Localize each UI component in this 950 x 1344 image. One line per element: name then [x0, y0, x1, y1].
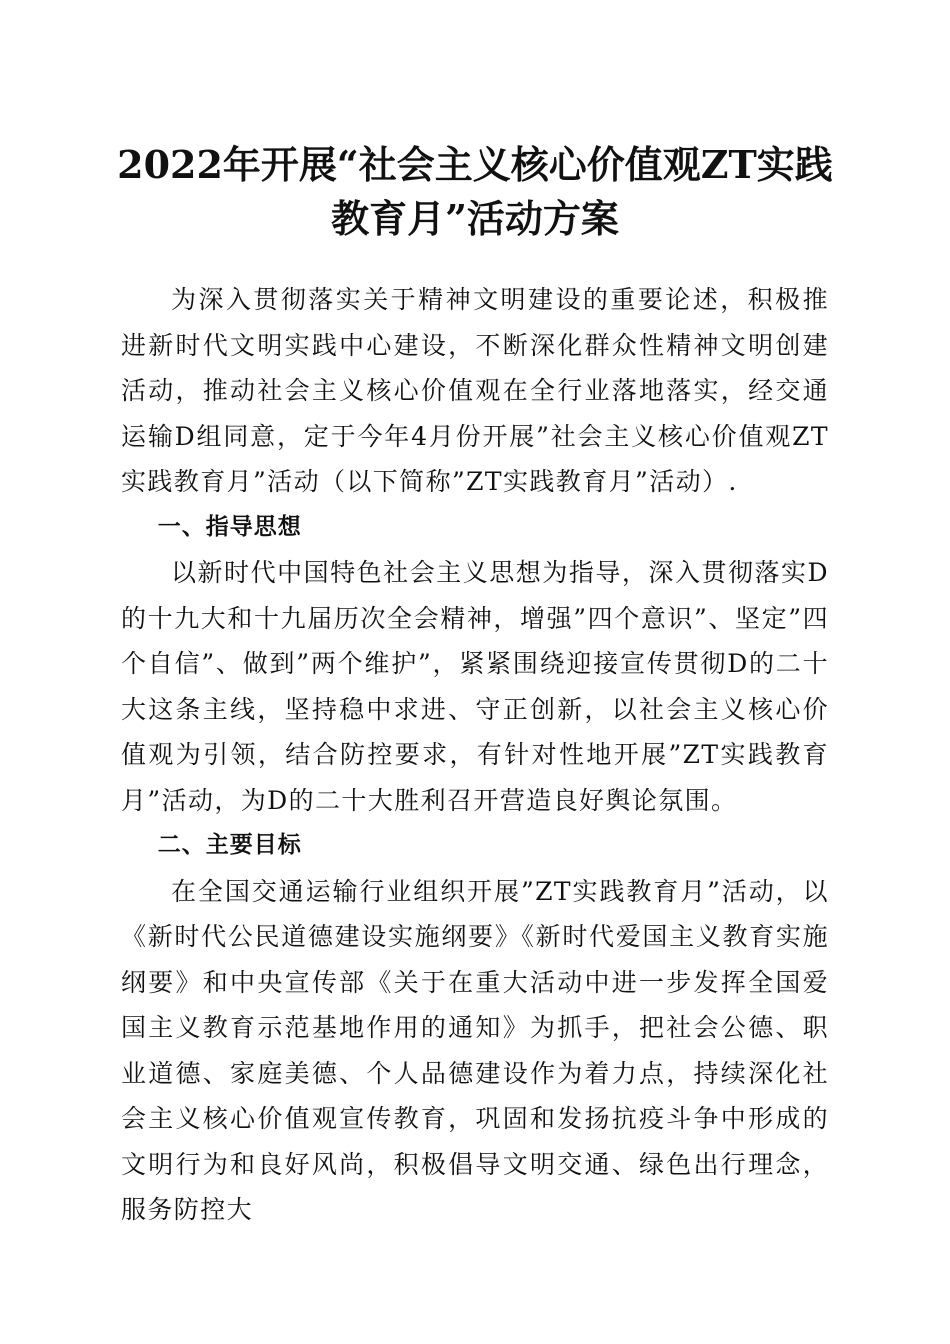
- section-heading-guiding-ideology: 一、指导思想: [157, 513, 302, 540]
- section-paragraph-guiding-ideology: 以新时代中国特色社会主义思想为指导，深入贯彻落实D的十九大和十九届历次全会精神，增强”四个意识”、坚定”四个自信”、做到”两个维护”，紧紧围绕迎接宣传贯彻D的二十大这条主线，坚持稳中求进、守正创新，以社会主义核心价值观为引领，结合防控要求，有针对性地开展”ZT实践教育月”活动，为D的二十大胜利召开营造良好舆论氛围。: [121, 558, 829, 815]
- document-title: 2022年开展“社会主义核心价值观ZT实践教育月”活动方案: [117, 142, 833, 241]
- section-heading-main-goals: 二、主要目标: [157, 832, 302, 858]
- section-paragraph-main-goals: 在全国交通运输行业组织开展”ZT实践教育月”活动，以《新时代公民道德建设实施纲要》《新时代爱国主义教育实施纲要》和中央宣传部《关于在重大活动中进一步发挥全国爱国主义教育示范基地作用的通知》为抓手，把社会公德、职业道德、家庭美德、个人品德建设作为着力点，持续深化社会主义核心价值观宣传教育，巩固和发扬抗疫斗争中形成的文明行为和良好风尚，积极倡导文明交通、绿色出行理念，服务防控大: [121, 876, 829, 1224]
- document-body: [121, 277, 829, 1233]
- intro-paragraph: 为深入贯彻落实关于精神文明建设的重要论述，积极推进新时代文明实践中心建设，不断深化群众性精神文明创建活动，推动社会主义核心价值观在全行业落地落实，经交通运输D组同意，定于今年4月份开展”社会主义核心价值观ZT实践教育月”活动（以下简称”ZT实践教育月”活动）.: [121, 285, 829, 496]
